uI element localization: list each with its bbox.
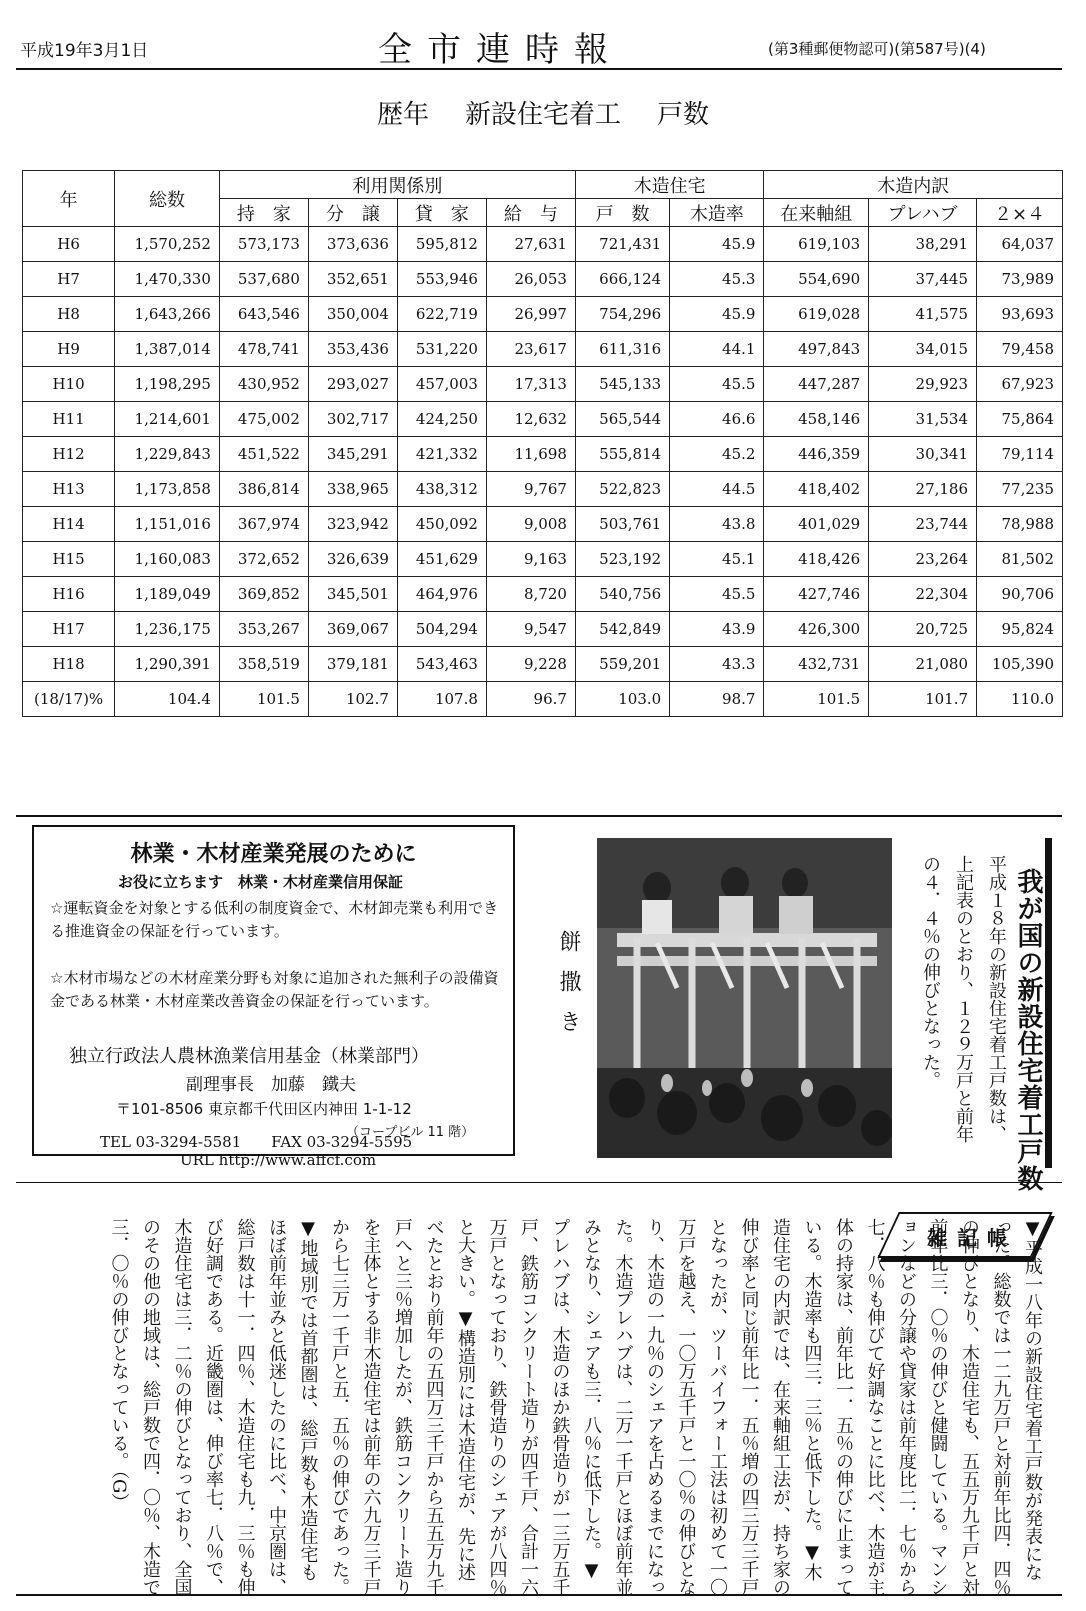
- value-cell: 450,092: [397, 507, 486, 542]
- value-cell: 358,519: [219, 647, 308, 682]
- value-cell: 497,843: [764, 332, 869, 367]
- zakki-text: ▼平成一八年の新設住宅着工戸数が発表になった。総数では一二九万戸と対前年比四．四％の伸びとなり、木造住宅も、五五万九千戸と対前年比三．〇％の伸びと健闘している。マンションなどの分譲や貸家は前年度比二．七％から七．八％も伸びて好調なことに比べ、木造が主体の持家は、前年比一．五％の伸びに止まっている。木造率も四三．三％と低下した。▼木造住宅の内訳では、在来軸組工法が、持ち家の伸び率と同じ前年比一．五％増の四三万三千戸となったが、ツーバイフォー工法は初めて一〇万戸を越え、一〇万五千戸と一〇％の伸びとなり、木造の一九％のシェアを占めるまでになった。木造プレハブは、二万一千戸とほぼ前年並みとなり、シェアも三．八％に低下した。▼プレハブは、木造のほか鉄骨造りが一三万五千戸、鉄筋コンクリート造りが四千戸、合計一六万戸となっており、鉄骨造りのシェアが八四％と大きい。▼構造別には木造住宅が、先に述べたとおり前年の五四万三千戸から五五万九千戸へと三％増加したが、鉄筋コンクリート造りを主体とする非木造住宅は前年の六九万三千戸から七三万一千戸と五．五％の伸びであった。▼地域別では首都圏は、総戸数も木造住宅もほぼ前年並みと低迷したのに比べ、中京圏は、総戸数は十一．四％、木造住宅も九．三％も伸び好調である。近畿圏は、伸び率七．八％で、木造住宅は三．二％の伸びとなっており、全国のその他の地域は、総戸数で四．〇％、木造で三．〇％の伸びとなっている。（G）: [108, 1218, 1043, 1596]
- value-cell: 1,198,295: [115, 367, 220, 402]
- value-cell: 555,814: [575, 437, 669, 472]
- value-cell: 446,359: [764, 437, 869, 472]
- year-cell: H16: [23, 577, 115, 612]
- value-cell: 79,458: [977, 332, 1063, 367]
- year-cell: H6: [23, 227, 115, 262]
- value-cell: 427,746: [764, 577, 869, 612]
- ad-representative: 副理事長 加藤 鐵夫: [186, 1075, 356, 1095]
- value-cell: 95,824: [977, 612, 1063, 647]
- ad-building: （コープビル 11 階）: [346, 1125, 475, 1140]
- value-cell: 79,114: [977, 437, 1063, 472]
- value-cell: 23,617: [486, 332, 575, 367]
- value-cell: 31,534: [869, 402, 977, 437]
- table-row: [23, 437, 1063, 472]
- value-cell: 451,629: [397, 542, 486, 577]
- value-cell: 90,706: [977, 577, 1063, 612]
- header-rule: [16, 68, 1062, 70]
- value-cell: 619,103: [764, 227, 869, 262]
- value-cell: 353,436: [308, 332, 397, 367]
- value-cell: 622,719: [397, 297, 486, 332]
- value-cell: 43.8: [670, 507, 764, 542]
- article-headline: 我が国の新設住宅着工戸数: [1013, 868, 1043, 1192]
- value-cell: 353,267: [219, 612, 308, 647]
- value-cell: 64,037: [977, 227, 1063, 262]
- value-cell: 45.9: [670, 297, 764, 332]
- table-row: [23, 332, 1063, 367]
- value-cell: 553,946: [397, 262, 486, 297]
- value-cell: 101.5: [764, 682, 869, 717]
- ceremony-photo: [597, 838, 892, 1158]
- value-cell: 418,402: [764, 472, 869, 507]
- ad-organization: 独立行政法人農林漁業信用基金（林業部門）: [69, 1046, 429, 1067]
- value-cell: 9,008: [486, 507, 575, 542]
- value-cell: 372,652: [219, 542, 308, 577]
- value-cell: 424,250: [397, 402, 486, 437]
- value-cell: 1,643,266: [115, 297, 220, 332]
- value-cell: 17,313: [486, 367, 575, 402]
- ad-url[interactable]: URL http://www.affcf.com: [180, 1151, 377, 1169]
- value-cell: 1,151,016: [115, 507, 220, 542]
- value-cell: 373,636: [308, 227, 397, 262]
- value-cell: 537,680: [219, 262, 308, 297]
- value-cell: 102.7: [308, 682, 397, 717]
- year-cell: H14: [23, 507, 115, 542]
- value-cell: 595,812: [397, 227, 486, 262]
- value-cell: 110.0: [977, 682, 1063, 717]
- value-cell: 45.3: [670, 262, 764, 297]
- table-row: [23, 227, 1063, 262]
- value-cell: 12,632: [486, 402, 575, 437]
- sub-header-cell: 戸 数: [575, 199, 669, 227]
- value-cell: 45.5: [670, 367, 764, 402]
- table-row: [23, 647, 1063, 682]
- value-cell: 1,236,175: [115, 612, 220, 647]
- value-cell: 573,173: [219, 227, 308, 262]
- value-cell: 451,522: [219, 437, 308, 472]
- value-cell: 44.5: [670, 472, 764, 507]
- value-cell: 105,390: [977, 647, 1063, 682]
- table-row: [23, 402, 1063, 437]
- table-row: [23, 542, 1063, 577]
- header-wooden: 木造住宅: [575, 171, 764, 199]
- value-cell: 458,146: [764, 402, 869, 437]
- value-cell: 504,294: [397, 612, 486, 647]
- value-cell: 45.1: [670, 542, 764, 577]
- value-cell: 369,852: [219, 577, 308, 612]
- zakki-title: 雑記帳: [927, 1226, 1017, 1250]
- value-cell: 103.0: [575, 682, 669, 717]
- header-usage: 利用関係別: [219, 171, 575, 199]
- value-cell: 447,287: [764, 367, 869, 402]
- value-cell: 754,296: [575, 297, 669, 332]
- header-breakdown: 木造内訳: [764, 171, 1063, 199]
- ad-paragraph-2: ☆木材市場などの木材産業分野も対象に追加された無利子の設備資金である林業・木材産業改善資金の保証を行っています。: [50, 969, 499, 1010]
- sub-header-cell: 貸 家: [397, 199, 486, 227]
- column-rule: [16, 1182, 1062, 1183]
- value-cell: 345,291: [308, 437, 397, 472]
- value-cell: 38,291: [869, 227, 977, 262]
- value-cell: 531,220: [397, 332, 486, 367]
- housing-starts-table: [22, 170, 1063, 717]
- year-cell: (18/17)%: [23, 682, 115, 717]
- value-cell: 67,923: [977, 367, 1063, 402]
- value-cell: 523,192: [575, 542, 669, 577]
- value-cell: 98.7: [670, 682, 764, 717]
- value-cell: 1,470,330: [115, 262, 220, 297]
- value-cell: 107.8: [397, 682, 486, 717]
- photo-caption: 餅撒き: [556, 930, 581, 1050]
- table-row: [23, 577, 1063, 612]
- value-cell: 30,341: [869, 437, 977, 472]
- value-cell: 478,741: [219, 332, 308, 367]
- issue-info: (第3種郵便物認可)(第587号)(4): [768, 40, 986, 58]
- sub-header-cell: 分 譲: [308, 199, 397, 227]
- value-cell: 81,502: [977, 542, 1063, 577]
- article-body: 平成１８年の新設住宅着工戸数は、上記表のとおり、１２９万戸と前年の４．４％の伸びとなった。: [920, 855, 1007, 1143]
- value-cell: 1,173,858: [115, 472, 220, 507]
- newspaper-name: 全市連時報: [378, 30, 623, 70]
- table-row: [23, 367, 1063, 402]
- value-cell: 20,725: [869, 612, 977, 647]
- photo-image: [597, 838, 892, 1158]
- value-cell: 44.1: [670, 332, 764, 367]
- value-cell: 37,445: [869, 262, 977, 297]
- year-cell: H18: [23, 647, 115, 682]
- value-cell: 432,731: [764, 647, 869, 682]
- value-cell: 326,639: [308, 542, 397, 577]
- value-cell: 464,976: [397, 577, 486, 612]
- section-rule: [16, 815, 1062, 817]
- table-title: [0, 94, 1086, 131]
- value-cell: 46.6: [670, 402, 764, 437]
- value-cell: 43.3: [670, 647, 764, 682]
- advertisement-box: [32, 825, 515, 1169]
- table-row: [23, 612, 1063, 647]
- value-cell: 26,053: [486, 262, 575, 297]
- value-cell: 367,974: [219, 507, 308, 542]
- header-year: 年: [23, 171, 115, 227]
- value-cell: 21,080: [869, 647, 977, 682]
- ad-paragraph-1: ☆運転資金を対象とする低利の制度資金で、木材卸売業も利用できる推進資金の保証を行っています。: [50, 899, 499, 940]
- ad-subtitle: お役に立ちます 林業・木材産業信用保証: [118, 873, 404, 891]
- value-cell: 293,027: [308, 367, 397, 402]
- value-cell: 93,693: [977, 297, 1063, 332]
- value-cell: 475,002: [219, 402, 308, 437]
- value-cell: 9,767: [486, 472, 575, 507]
- ad-title: 林業・木材産業発展のために: [130, 842, 417, 867]
- value-cell: 1,290,391: [115, 647, 220, 682]
- value-cell: 27,186: [869, 472, 977, 507]
- table-row: [23, 682, 1063, 717]
- value-cell: 75,864: [977, 402, 1063, 437]
- year-cell: H12: [23, 437, 115, 472]
- value-cell: 666,124: [575, 262, 669, 297]
- value-cell: 45.9: [670, 227, 764, 262]
- value-cell: 559,201: [575, 647, 669, 682]
- value-cell: 96.7: [486, 682, 575, 717]
- value-cell: 101.5: [219, 682, 308, 717]
- table-body: [23, 227, 1063, 717]
- year-cell: H9: [23, 332, 115, 367]
- value-cell: 619,028: [764, 297, 869, 332]
- value-cell: 522,823: [575, 472, 669, 507]
- table-row: [23, 262, 1063, 297]
- bottom-rule: [16, 1594, 1062, 1596]
- value-cell: 438,312: [397, 472, 486, 507]
- value-cell: 345,501: [308, 577, 397, 612]
- value-cell: 29,923: [869, 367, 977, 402]
- value-cell: 1,229,843: [115, 437, 220, 472]
- value-cell: 457,003: [397, 367, 486, 402]
- table-row: [23, 507, 1063, 542]
- value-cell: 45.5: [670, 577, 764, 612]
- value-cell: 41,575: [869, 297, 977, 332]
- value-cell: 1,387,014: [115, 332, 220, 367]
- value-cell: 9,163: [486, 542, 575, 577]
- value-cell: 352,651: [308, 262, 397, 297]
- value-cell: 22,304: [869, 577, 977, 612]
- value-cell: 565,544: [575, 402, 669, 437]
- value-cell: 1,189,049: [115, 577, 220, 612]
- table-title-part: 戸数: [657, 100, 710, 130]
- value-cell: 401,029: [764, 507, 869, 542]
- header-total: 総数: [115, 171, 220, 227]
- value-cell: 1,214,601: [115, 402, 220, 437]
- value-cell: 104.4: [115, 682, 220, 717]
- value-cell: 9,547: [486, 612, 575, 647]
- year-cell: H11: [23, 402, 115, 437]
- value-cell: 73,989: [977, 262, 1063, 297]
- value-cell: 426,300: [764, 612, 869, 647]
- sub-header-cell: 木造率: [670, 199, 764, 227]
- value-cell: 350,004: [308, 297, 397, 332]
- value-cell: 26,997: [486, 297, 575, 332]
- value-cell: 77,235: [977, 472, 1063, 507]
- value-cell: 23,744: [869, 507, 977, 542]
- value-cell: 543,463: [397, 647, 486, 682]
- value-cell: 23,264: [869, 542, 977, 577]
- value-cell: 386,814: [219, 472, 308, 507]
- value-cell: 101.7: [869, 682, 977, 717]
- year-cell: H10: [23, 367, 115, 402]
- value-cell: 542,849: [575, 612, 669, 647]
- value-cell: 9,228: [486, 647, 575, 682]
- value-cell: 540,756: [575, 577, 669, 612]
- value-cell: 43.9: [670, 612, 764, 647]
- sub-header-cell: 給 与: [486, 199, 575, 227]
- year-cell: H8: [23, 297, 115, 332]
- value-cell: 418,426: [764, 542, 869, 577]
- value-cell: 554,690: [764, 262, 869, 297]
- year-cell: H13: [23, 472, 115, 507]
- value-cell: 643,546: [219, 297, 308, 332]
- value-cell: 721,431: [575, 227, 669, 262]
- sub-header-cell: 持 家: [219, 199, 308, 227]
- value-cell: 430,952: [219, 367, 308, 402]
- sub-header-cell: ２×４: [977, 199, 1063, 227]
- value-cell: 611,316: [575, 332, 669, 367]
- issue-date: 平成19年3月1日: [20, 41, 149, 61]
- value-cell: 78,988: [977, 507, 1063, 542]
- value-cell: 11,698: [486, 437, 575, 472]
- value-cell: 369,067: [308, 612, 397, 647]
- value-cell: 503,761: [575, 507, 669, 542]
- value-cell: 323,942: [308, 507, 397, 542]
- value-cell: 302,717: [308, 402, 397, 437]
- year-cell: H15: [23, 542, 115, 577]
- ad-phone: TEL 03-3294-5581 FAX 03-3294-5595: [100, 1133, 413, 1151]
- value-cell: 8,720: [486, 577, 575, 612]
- value-cell: 34,015: [869, 332, 977, 367]
- ad-address: 〒101-8506 東京都千代田区内神田 1-1-12: [116, 1100, 412, 1118]
- value-cell: 338,965: [308, 472, 397, 507]
- table-title-part: 新設住宅着工: [464, 100, 621, 130]
- table-title-part: 歴年: [376, 100, 429, 130]
- value-cell: 379,181: [308, 647, 397, 682]
- value-cell: 45.2: [670, 437, 764, 472]
- sub-header-cell: 在来軸組: [764, 199, 869, 227]
- table-row: [23, 472, 1063, 507]
- year-cell: H7: [23, 262, 115, 297]
- value-cell: 421,332: [397, 437, 486, 472]
- sub-header-cell: プレハブ: [869, 199, 977, 227]
- value-cell: 545,133: [575, 367, 669, 402]
- year-cell: H17: [23, 612, 115, 647]
- value-cell: 27,631: [486, 227, 575, 262]
- table-row: [23, 297, 1063, 332]
- value-cell: 1,160,083: [115, 542, 220, 577]
- value-cell: 1,570,252: [115, 227, 220, 262]
